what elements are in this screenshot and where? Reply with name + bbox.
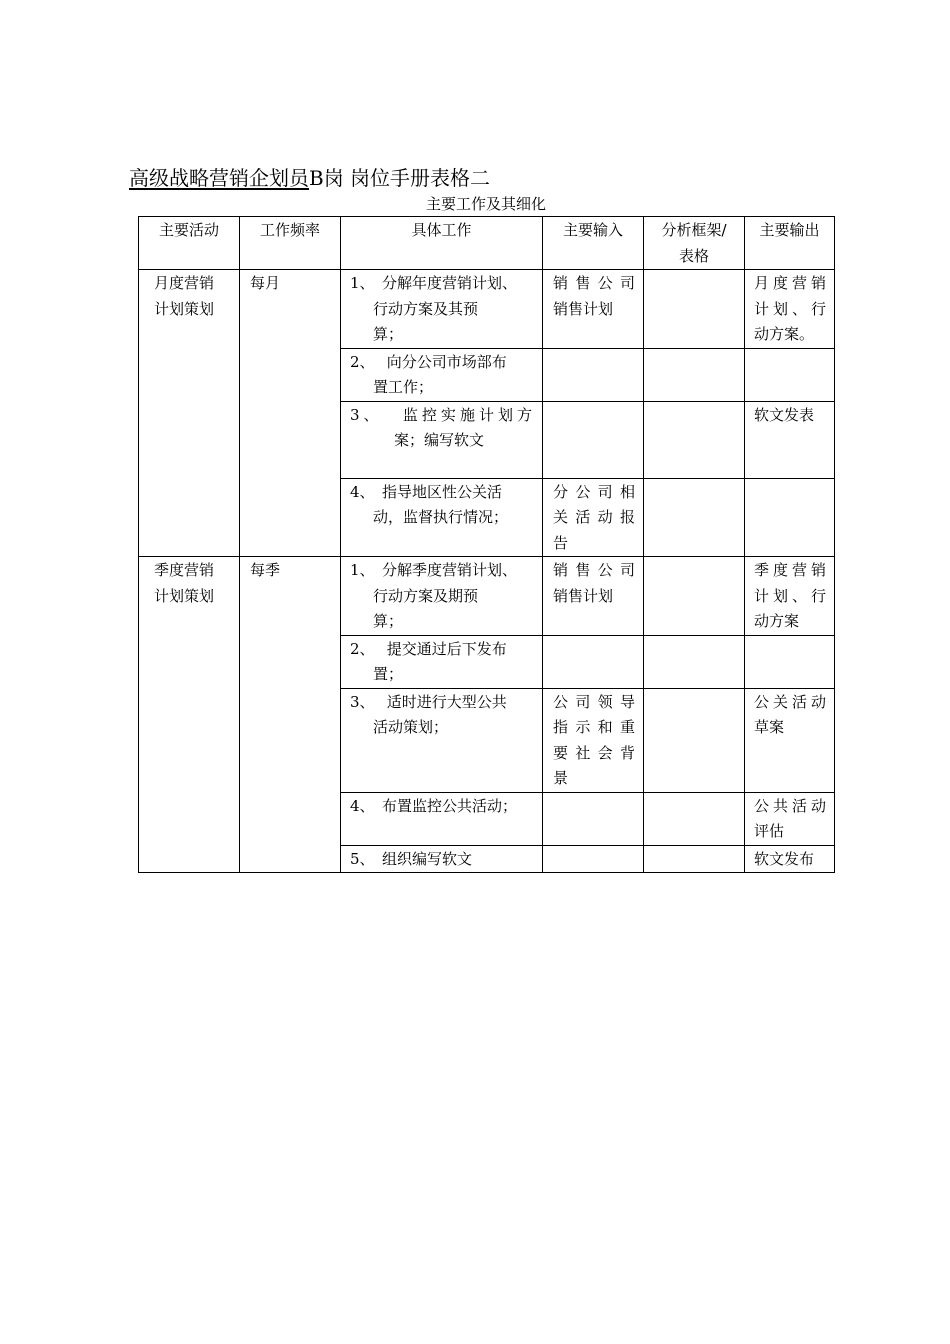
framework-cell bbox=[644, 270, 745, 349]
input-line: 指 示 和 重 bbox=[553, 718, 635, 736]
task-line: 1、 分解季度营销计划、 bbox=[350, 561, 518, 579]
output-line: 动方案 bbox=[754, 612, 800, 630]
header-frequency: 工作频率 bbox=[240, 217, 341, 270]
task-cell bbox=[341, 270, 543, 349]
task-cell bbox=[341, 635, 543, 688]
task-line: 3、 适时进行大型公共 bbox=[350, 692, 507, 711]
task-line: 2、 向分公司市场部布 bbox=[350, 352, 507, 371]
task-line: 置； bbox=[373, 665, 404, 683]
input-cell bbox=[543, 348, 644, 401]
table-header-row bbox=[139, 217, 835, 270]
output-cell bbox=[745, 270, 835, 349]
output-cell bbox=[745, 557, 835, 636]
header-analysis-framework bbox=[644, 217, 745, 270]
input-cell bbox=[543, 792, 644, 845]
category-line: 月度营销 bbox=[154, 274, 215, 292]
input-cell bbox=[543, 635, 644, 688]
category-cell bbox=[139, 270, 240, 557]
input-line: 要 社 会 背 bbox=[553, 743, 635, 762]
input-line: 销售计划 bbox=[553, 299, 614, 318]
category-cell bbox=[139, 557, 240, 873]
task-cell bbox=[341, 401, 543, 478]
input-cell bbox=[543, 270, 644, 349]
framework-cell bbox=[644, 401, 745, 478]
output-line: 软文发布 bbox=[754, 849, 815, 868]
output-cell bbox=[745, 845, 835, 873]
output-line: 软文发表 bbox=[754, 405, 815, 424]
frequency-cell: 每季 bbox=[240, 557, 341, 873]
task-line: 动，监督执行情况； bbox=[373, 508, 509, 526]
task-line: 算； bbox=[373, 325, 404, 343]
input-cell bbox=[543, 401, 644, 478]
task-line: 4、 布置监控公共活动； bbox=[350, 796, 518, 815]
framework-cell bbox=[644, 478, 745, 557]
output-line: 公关活动 bbox=[754, 692, 826, 711]
input-line: 分 公 司 相 bbox=[553, 482, 635, 501]
framework-cell bbox=[644, 688, 745, 792]
header-specific-work: 具体工作 bbox=[341, 217, 543, 270]
output-cell bbox=[745, 792, 835, 845]
output-line: 季度营销 bbox=[754, 561, 826, 579]
input-cell bbox=[543, 557, 644, 636]
task-cell bbox=[341, 688, 543, 792]
category-line: 计划策划 bbox=[154, 586, 215, 605]
header-analysis-framework-line2: 表格 bbox=[678, 246, 709, 265]
work-table bbox=[138, 216, 835, 873]
task-cell bbox=[341, 845, 543, 873]
task-line: 置工作； bbox=[373, 378, 434, 396]
task-cell bbox=[341, 478, 543, 557]
input-cell bbox=[543, 845, 644, 873]
task-line: 3、 监控实施计划方 bbox=[350, 405, 532, 424]
table-caption: 主要工作及其细化 bbox=[425, 195, 546, 213]
title-underlined: 高级战略营销企划员 bbox=[129, 166, 309, 190]
header-analysis-framework-line1: 分析框架/ bbox=[661, 221, 727, 239]
output-cell bbox=[745, 401, 835, 478]
header-main-input: 主要输入 bbox=[543, 217, 644, 270]
framework-cell bbox=[644, 348, 745, 401]
output-line: 月度营销 bbox=[754, 274, 826, 292]
header-main-output: 主要输出 bbox=[745, 217, 835, 270]
output-line: 评估 bbox=[754, 822, 785, 840]
category-line: 计划策划 bbox=[154, 299, 215, 318]
input-cell bbox=[543, 478, 644, 557]
task-line: 行动方案及其预 bbox=[373, 299, 479, 318]
task-cell bbox=[341, 348, 543, 401]
task-line: 1、 分解年度营销计划、 bbox=[350, 274, 518, 292]
header-main-activity: 主要活动 bbox=[139, 217, 240, 270]
output-cell bbox=[745, 348, 835, 401]
task-line: 5、 组织编写软文 bbox=[350, 849, 473, 868]
table-row bbox=[139, 270, 835, 349]
output-line: 计划、行 bbox=[754, 299, 826, 318]
framework-cell bbox=[644, 635, 745, 688]
output-line: 草案 bbox=[754, 718, 785, 736]
framework-cell bbox=[644, 792, 745, 845]
output-line: 公共活动 bbox=[754, 796, 826, 815]
task-cell bbox=[341, 792, 543, 845]
input-line: 销 售 公 司 bbox=[553, 561, 635, 579]
table-row bbox=[139, 557, 835, 636]
output-cell bbox=[745, 688, 835, 792]
category-line: 季度营销 bbox=[154, 561, 215, 579]
framework-cell bbox=[644, 845, 745, 873]
input-cell bbox=[543, 688, 644, 792]
task-line: 活动策划； bbox=[373, 718, 449, 736]
task-line: 4、 指导地区性公关活 bbox=[350, 482, 503, 501]
frequency-cell: 每月 bbox=[240, 270, 341, 557]
output-cell bbox=[745, 635, 835, 688]
task-line: 算； bbox=[373, 612, 404, 630]
task-line: 行动方案及期预 bbox=[373, 586, 479, 605]
output-cell bbox=[745, 478, 835, 557]
input-line: 销售计划 bbox=[553, 586, 614, 605]
output-line: 动方案。 bbox=[754, 325, 815, 343]
page-title bbox=[129, 163, 490, 193]
input-line: 公 司 领 导 bbox=[553, 692, 635, 711]
input-line: 告 bbox=[553, 533, 569, 552]
output-line: 计划、行 bbox=[754, 586, 826, 605]
input-line: 景 bbox=[553, 769, 569, 787]
title-rest: B岗 岗位手册表格二 bbox=[309, 166, 491, 190]
input-line: 关 活 动 报 bbox=[553, 508, 635, 526]
task-line: 2、 提交通过后下发布 bbox=[350, 639, 507, 658]
task-cell bbox=[341, 557, 543, 636]
framework-cell bbox=[644, 557, 745, 636]
task-line: 案；编写软文 bbox=[394, 431, 485, 449]
input-line: 销 售 公 司 bbox=[553, 274, 635, 292]
